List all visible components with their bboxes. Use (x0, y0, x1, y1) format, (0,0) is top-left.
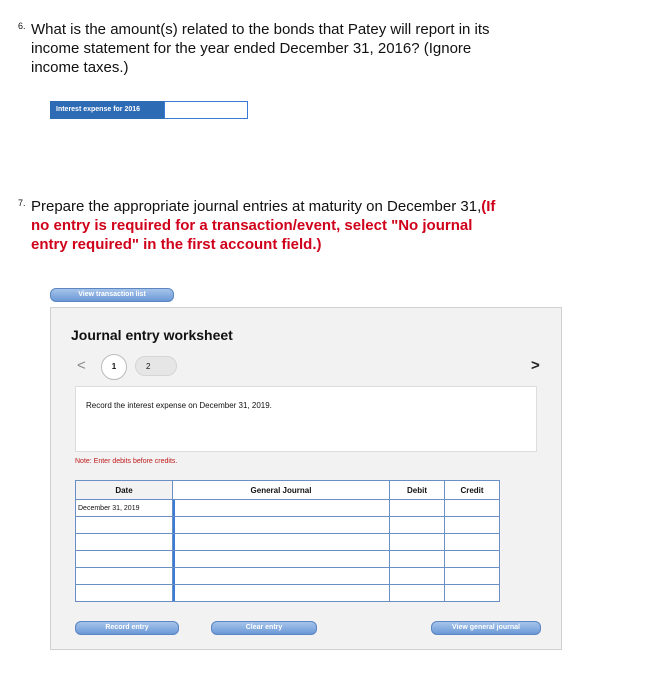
column-header-credit: Credit (445, 481, 500, 500)
credit-input[interactable] (445, 568, 499, 584)
credit-input[interactable] (445, 517, 499, 533)
question-text (31, 197, 511, 254)
column-header-date: Date (76, 481, 173, 500)
worksheet-title: Journal entry worksheet (71, 327, 233, 343)
credit-input[interactable] (445, 585, 499, 601)
page-2-button[interactable]: 2 (135, 356, 177, 376)
account-input[interactable] (173, 534, 389, 550)
interest-expense-label: Interest expense for 2016 (50, 101, 164, 119)
date-cell[interactable] (76, 534, 173, 551)
table-header-row (76, 481, 500, 500)
credit-input[interactable] (445, 551, 499, 567)
date-cell[interactable] (76, 551, 173, 568)
interest-expense-row (50, 101, 248, 119)
debit-input[interactable] (390, 534, 444, 550)
account-cell[interactable] (173, 534, 390, 551)
account-cell[interactable] (173, 517, 390, 534)
debit-input[interactable] (390, 500, 444, 516)
record-entry-button[interactable]: Record entry (75, 621, 179, 635)
table-row (76, 534, 500, 551)
credit-input[interactable] (445, 500, 499, 516)
account-input[interactable] (173, 585, 389, 601)
question-text-plain: Prepare the appropriate journal entries at maturity on December 31, (31, 198, 482, 215)
question-number: 7. (18, 198, 26, 208)
date-cell[interactable] (76, 568, 173, 585)
debit-input[interactable] (390, 585, 444, 601)
clear-entry-button[interactable]: Clear entry (211, 621, 317, 635)
account-input[interactable] (173, 551, 389, 567)
debit-input[interactable] (390, 517, 444, 533)
account-input[interactable] (173, 568, 389, 584)
instruction-box (75, 386, 537, 452)
page-1-button[interactable]: 1 (101, 354, 127, 380)
table-row (76, 568, 500, 585)
account-cell[interactable] (173, 568, 390, 585)
debit-cell[interactable] (390, 517, 445, 534)
next-arrow-icon[interactable]: > (531, 357, 540, 374)
table-row (76, 517, 500, 534)
question-text: What is the amount(s) related to the bonds that Patey will report in its income statement for the year ended December 31, 2016? (Ignore income taxes.) (31, 21, 490, 76)
page-selector (101, 356, 179, 378)
instruction-text: Record the interest expense on December 31, 2019. (86, 401, 272, 410)
credit-cell[interactable] (445, 500, 500, 517)
view-general-journal-button[interactable]: View general journal (431, 621, 541, 635)
credit-input[interactable] (445, 534, 499, 550)
view-transaction-list-button[interactable]: View transaction list (50, 288, 174, 302)
date-cell[interactable] (76, 517, 173, 534)
interest-expense-input[interactable] (164, 101, 248, 119)
debit-cell[interactable] (390, 551, 445, 568)
debit-input[interactable] (390, 568, 444, 584)
table-row (76, 585, 500, 602)
account-cell[interactable] (173, 551, 390, 568)
date-cell[interactable] (76, 585, 173, 602)
credit-cell[interactable] (445, 517, 500, 534)
prev-arrow-icon[interactable]: < (77, 357, 86, 374)
note-text: Note: Enter debits before credits. (75, 458, 178, 465)
account-input[interactable] (173, 500, 389, 516)
account-cell[interactable] (173, 585, 390, 602)
journal-table (75, 480, 500, 602)
table-row (76, 500, 500, 517)
account-input[interactable] (173, 517, 389, 533)
debit-input[interactable] (390, 551, 444, 567)
debit-cell[interactable] (390, 500, 445, 517)
account-cell[interactable] (173, 500, 390, 517)
journal-entry-worksheet (50, 307, 562, 650)
date-cell[interactable]: December 31, 2019 (76, 500, 173, 517)
debit-cell[interactable] (390, 568, 445, 585)
credit-cell[interactable] (445, 551, 500, 568)
credit-cell[interactable] (445, 534, 500, 551)
credit-cell[interactable] (445, 585, 500, 602)
question-text-instruction: (If no entry is required for a transaction/event, select "No journal entry required" in the first account field.) (31, 198, 496, 253)
column-header-general-journal: General Journal (173, 481, 390, 500)
debit-cell[interactable] (390, 534, 445, 551)
column-header-debit: Debit (390, 481, 445, 500)
table-row (76, 551, 500, 568)
debit-cell[interactable] (390, 585, 445, 602)
question-number: 6. (18, 21, 26, 31)
credit-cell[interactable] (445, 568, 500, 585)
